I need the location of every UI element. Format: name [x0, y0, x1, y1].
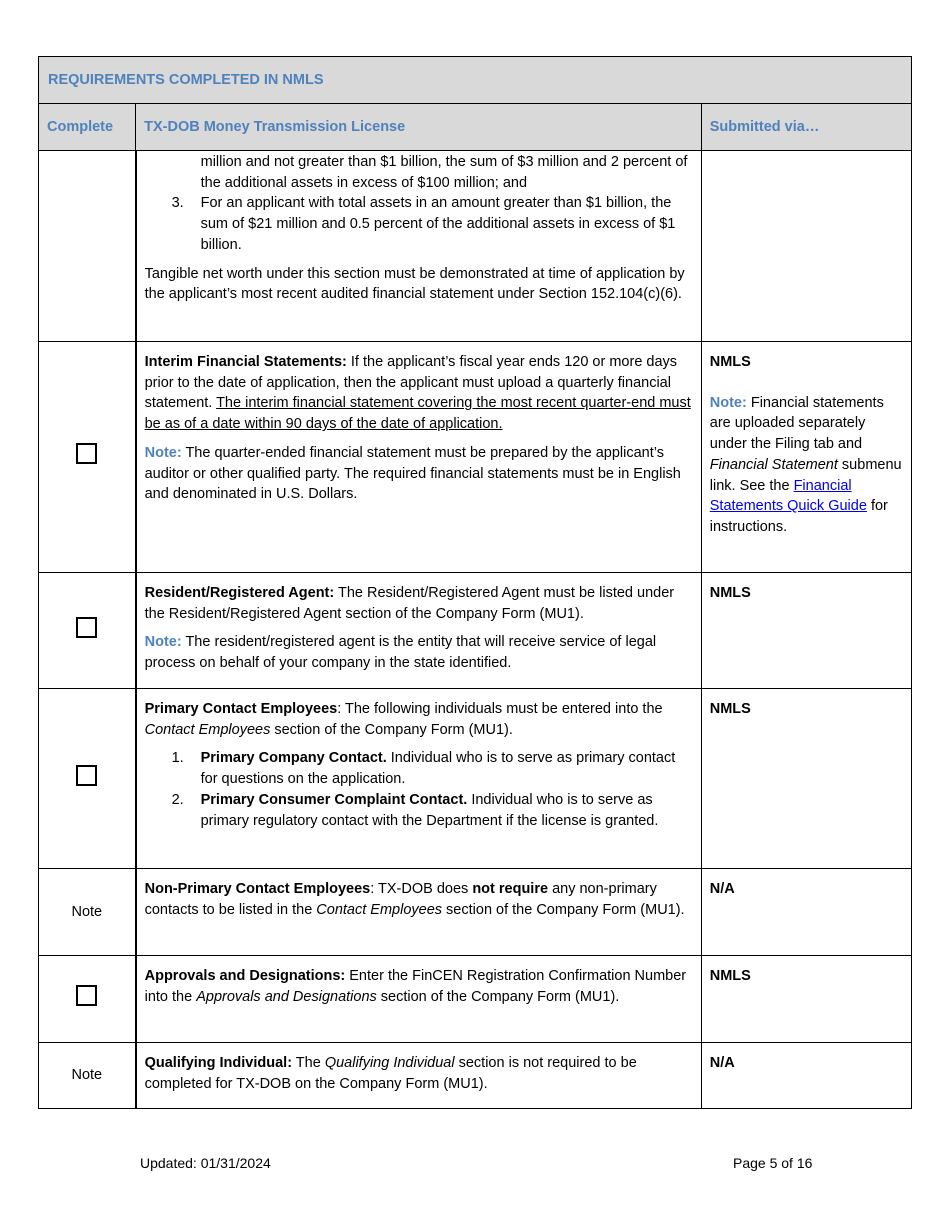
table-row: [39, 1043, 912, 1109]
submitted-value: NMLS: [709, 354, 751, 370]
list-item: million and not greater than $1 billion, the sum of $3 million and 2 percent of the additional assets in excess of $100 million; and: [200, 154, 688, 191]
requirement-cell: Interim Financial Statements: If the applicant’s fiscal year ends 120 or more days prior to the date of application, then the applicant must upload a quarterly financial statement. The interim financial statement covering the most recent quarter-end must be as of a date within 90 days of the date of application. Note: The quarter-ended financial statement must be prepared by the applicant’s auditor or other qualified party. The required financial statements must be in English and denominated in U.S. Dollars.: [136, 342, 702, 573]
requirement-cell: Qualifying Individual: The Qualifying Individual section is not required to be completed for TX-DOB on the Company Form (MU1).: [136, 1043, 702, 1109]
requirement-heading: Approvals and Designations:: [144, 968, 346, 984]
asset-list: [145, 152, 693, 256]
complete-cell-empty: [39, 151, 136, 342]
complete-cell: [39, 342, 136, 573]
checkbox[interactable]: [76, 617, 97, 638]
header-license: TX-DOB Money Transmission License: [136, 104, 702, 151]
requirement-heading: Primary Contact Employees: [144, 701, 338, 717]
requirement-cell: Non-Primary Contact Employees: TX-DOB does not require any non-primary contacts to be listed in the Contact Employees section of the Company Form (MU1).: [136, 869, 702, 956]
tangible-net-worth-paragraph: Tangible net worth under this section must be demonstrated at time of application by the applicant’s most recent audited financial statement under Section 152.104(c)(6).: [144, 265, 685, 303]
requirement-cell: Resident/Registered Agent: The Resident/Registered Agent must be listed under the Resident/Registered Agent section of the Company Form (MU1). Note: The resident/registered agent is the entity that will receive service of legal process on behalf of your company in the state identified.: [136, 573, 702, 689]
table-row: [39, 151, 912, 342]
table-title-row: [39, 57, 912, 104]
note-label: Note:: [144, 634, 182, 651]
submitted-value: NMLS: [709, 701, 751, 717]
table-row: [39, 869, 912, 956]
checkbox[interactable]: [76, 985, 97, 1006]
submitted-value: NMLS: [709, 968, 751, 984]
submitted-cell: NMLS Note: Financial statements are uploaded separately under the Filing tab and Financial Statement submenu link. See the Financial Statements Quick Guide for instructions.: [701, 342, 911, 573]
checkbox[interactable]: [76, 765, 97, 786]
complete-note: Note: [39, 1043, 136, 1109]
contact-list: [145, 748, 693, 831]
table-header-row: [39, 104, 912, 151]
submitted-cell: [701, 956, 911, 1043]
financial-statements-quick-guide-link[interactable]: Financial Statements Quick Guide: [709, 477, 867, 515]
table-row: [39, 573, 912, 689]
note-label: Note:: [144, 444, 182, 461]
table-title: REQUIREMENTS COMPLETED IN NMLS: [39, 57, 912, 104]
requirement-cell: [136, 151, 702, 342]
complete-cell: [39, 689, 136, 869]
requirement-heading: Interim Financial Statements:: [144, 354, 347, 370]
list-item: 3. For an applicant with total assets in an amount greater than $1 billion, the sum of $21 million and 0.5 percent of the additional assets in excess of $1 billion.: [171, 195, 676, 253]
requirement-cell: Approvals and Designations: Enter the FinCEN Registration Confirmation Number into the Approvals and Designations section of the Company Form (MU1).: [136, 956, 702, 1043]
requirements-table: [38, 56, 912, 1109]
underlined-requirement: The interim financial statement covering the most recent quarter-end must be as of a date within 90 days of the date of application.: [144, 395, 691, 433]
submitted-cell: [701, 869, 911, 956]
complete-cell: [39, 573, 136, 689]
list-item: 2. Primary Consumer Complaint Contact. Individual who is to serve as primary regulatory contact with the Department if the license is granted.: [171, 791, 659, 829]
submitted-value: N/A: [709, 881, 735, 897]
submitted-value: NMLS: [709, 585, 751, 601]
complete-cell: [39, 956, 136, 1043]
submitted-cell: [701, 1043, 911, 1109]
requirement-heading: Qualifying Individual:: [144, 1055, 293, 1071]
submitted-cell-empty: [701, 151, 911, 342]
footer-updated: Updated: 01/31/2024: [140, 1155, 271, 1171]
requirement-heading: Resident/Registered Agent:: [144, 585, 335, 601]
requirement-heading: Non-Primary Contact Employees: [144, 881, 371, 897]
list-item: 1. Primary Company Contact. Individual who is to serve as primary contact for questions on the application.: [171, 750, 676, 788]
table-row: [39, 689, 912, 869]
checkbox[interactable]: [76, 443, 97, 464]
submitted-cell: [701, 573, 911, 689]
complete-note: Note: [39, 869, 136, 956]
requirement-cell: Primary Contact Employees: The following individuals must be entered into the Contact Employees section of the Company Form (MU1). 1. Primary Company Contact. Individual who is to serve as primary contact for questions on the application. 2. Primary Consumer Complaint Contact. Individual who is to serve as primary regulatory contact with the Department if the license is granted.: [136, 689, 702, 869]
footer-page-number: Page 5 of 16: [733, 1155, 813, 1171]
table-row: [39, 956, 912, 1043]
header-submitted: Submitted via…: [701, 104, 911, 151]
note-label: Note:: [709, 394, 747, 411]
table-row: [39, 342, 912, 573]
header-complete: Complete: [39, 104, 136, 151]
submitted-cell: [701, 689, 911, 869]
submitted-value: N/A: [709, 1055, 735, 1071]
